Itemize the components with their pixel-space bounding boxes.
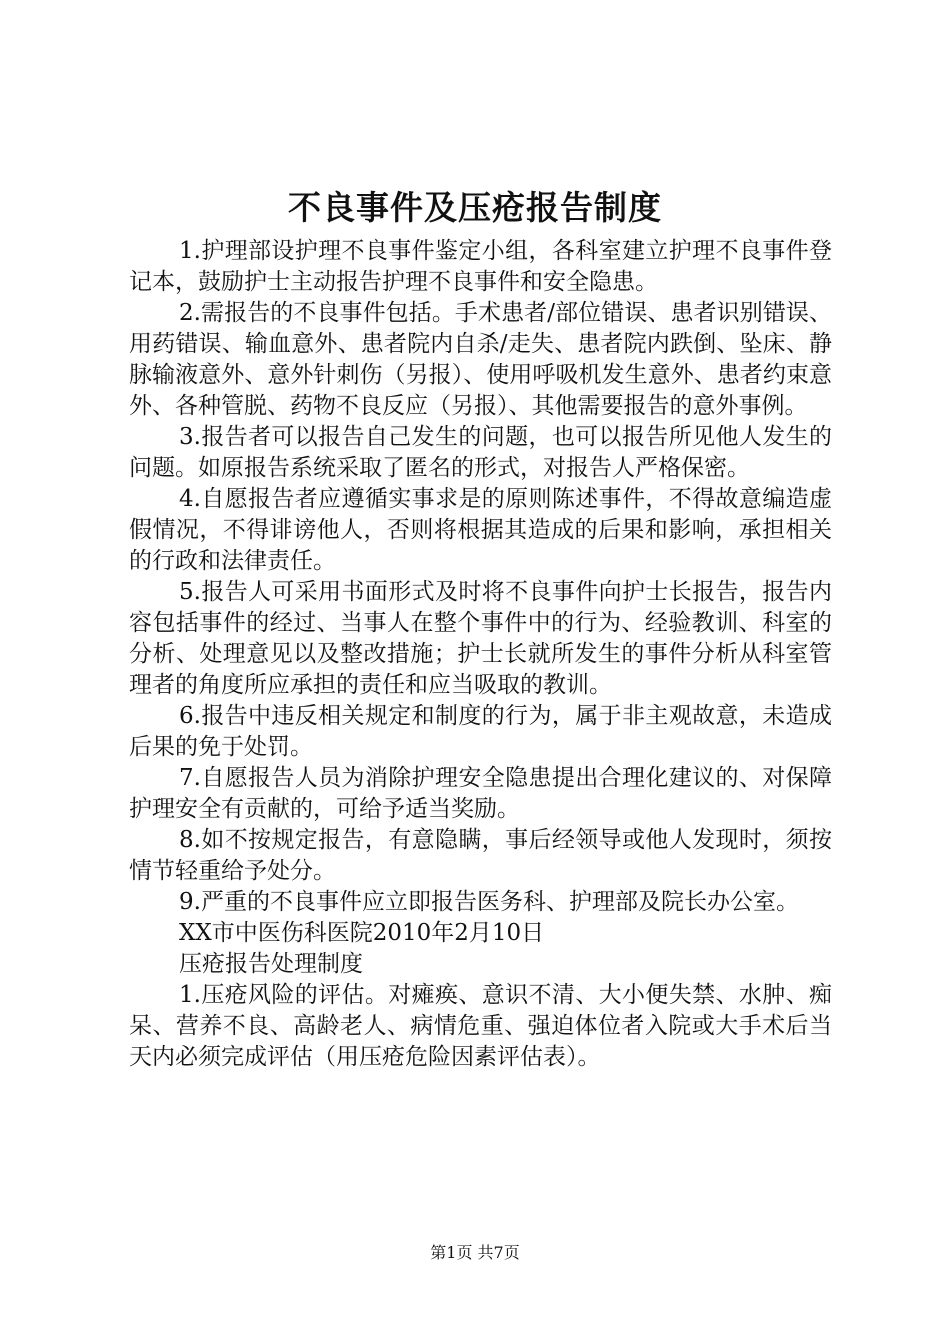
paragraph-3: 3.报告者可以报告自己发生的问题，也可以报告所见他人发生的问题。如原报告系统采取了匿名的形式，对报告人严格保密。	[129, 424, 832, 481]
paragraph-7: 7.自愿报告人员为消除护理安全隐患提出合理化建议的、对保障护理安全有贡献的，可给予适当奖励。	[129, 765, 832, 822]
signature-line: XX市中医伤科医院2010年2月10日	[179, 920, 545, 946]
section-heading: 压疮报告处理制度	[179, 951, 363, 977]
section-paragraph-1: 1.压疮风险的评估。对瘫痪、意识不清、大小便失禁、水肿、痴呆、营养不良、高龄老人、病情危重、强迫体位者入院或大手术后当天内必须完成评估（用压疮危险因素评估表）。	[129, 982, 832, 1070]
paragraph-6: 6.报告中违反相关规定和制度的行为，属于非主观故意，未造成后果的免于处罚。	[129, 703, 832, 760]
document-title: 不良事件及压疮报告制度	[288, 188, 662, 227]
paragraph-5: 5.报告人可采用书面形式及时将不良事件向护士长报告，报告内容包括事件的经过、当事人在整个事件中的行为、经验教训、科室的分析、处理意见以及整改措施；护士长就所发生的事件分析从科室管理者的角度所应承担的责任和应当吸取的教训。	[129, 579, 832, 698]
paragraph-9: 9.严重的不良事件应立即报告医务科、护理部及院长办公室。	[179, 889, 799, 915]
paragraph-4: 4.自愿报告者应遵循实事求是的原则陈述事件，不得故意编造虚假情况，不得诽谤他人，否则将根据其造成的后果和影响，承担相关的行政和法律责任。	[129, 486, 832, 574]
paragraph-1: 1.护理部设护理不良事件鉴定小组，各科室建立护理不良事件登记本，鼓励护士主动报告护理不良事件和安全隐患。	[129, 238, 832, 295]
paragraph-8: 8.如不按规定报告，有意隐瞒，事后经领导或他人发现时，须按情节轻重给予处分。	[129, 827, 832, 884]
document-body	[129, 236, 832, 1073]
paragraph-2: 2.需报告的不良事件包括。手术患者/部位错误、患者识别错误、用药错误、输血意外、患者院内自杀/走失、患者院内跌倒、坠床、静脉输液意外、意外针刺伤（另报）、使用呼吸机发生意外、患者约束意外、各种管脱、药物不良反应（另报）、其他需要报告的意外事例。	[129, 300, 832, 419]
page-number-footer: 第1页 共7页	[430, 1243, 520, 1262]
